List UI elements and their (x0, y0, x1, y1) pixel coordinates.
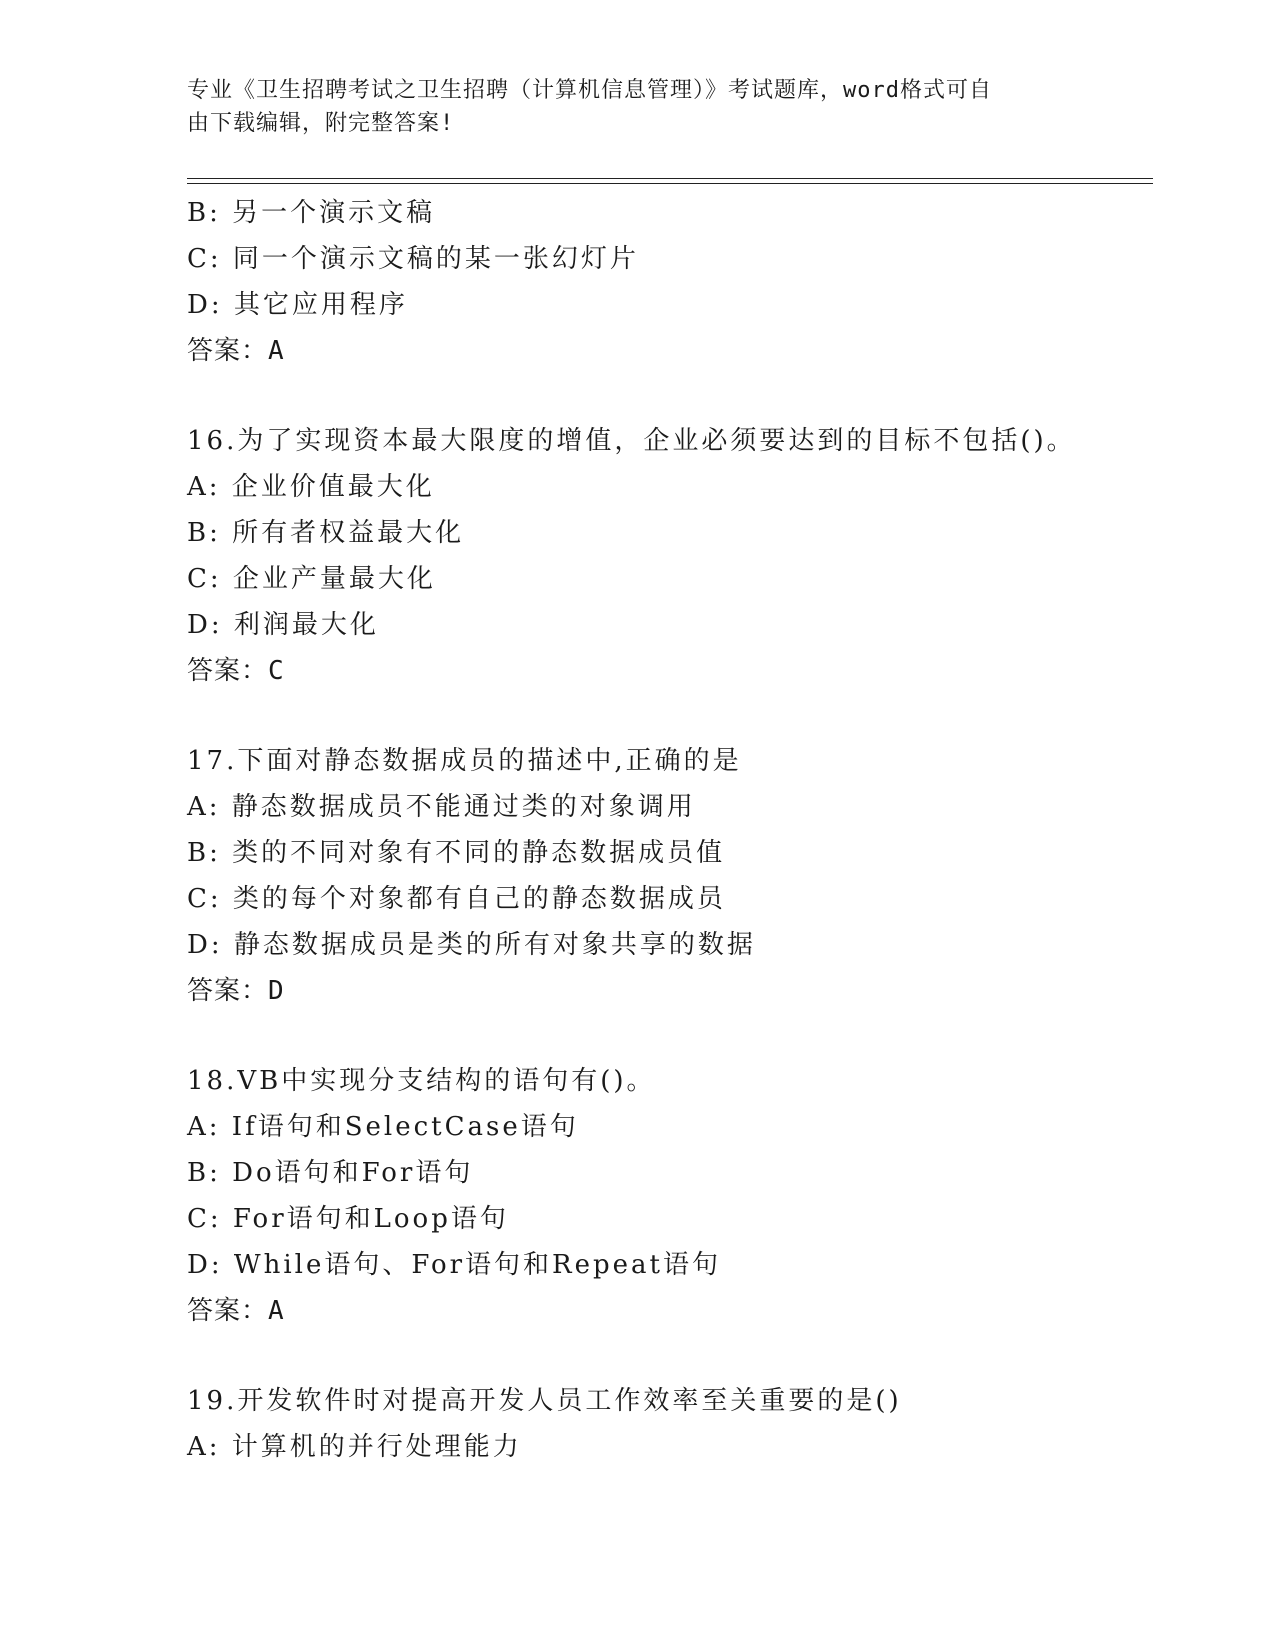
option-a: A: 计算机的并行处理能力 (187, 1432, 522, 1462)
answer-label: 答案： (187, 976, 269, 1006)
option-d: D: 利润最大化 (187, 610, 379, 640)
question-stem: 18.VB中实现分支结构的语句有()。 (187, 1066, 656, 1096)
header-line-2: 由下载编辑，附完整答案! (187, 111, 455, 136)
question-19 (187, 1378, 1167, 1470)
option-c: C: 同一个演示文稿的某一张幻灯片 (187, 244, 639, 274)
answer-value: D (268, 976, 285, 1006)
option-c: C: 企业产量最大化 (187, 564, 436, 594)
option-a: A: 静态数据成员不能通过类的对象调用 (187, 792, 696, 822)
option-a: A: 企业价值最大化 (187, 472, 435, 502)
answer-line (187, 648, 1167, 694)
option-b: B: 所有者权益最大化 (187, 518, 465, 548)
option-c: C: For语句和Loop语句 (187, 1204, 509, 1234)
option-c: C: 类的每个对象都有自己的静态数据成员 (187, 884, 726, 914)
answer-value: A (268, 336, 285, 366)
answer-value: C (268, 656, 285, 686)
question-stem: 17.下面对静态数据成员的描述中,正确的是 (187, 746, 742, 776)
document-header (187, 74, 1087, 140)
answer-line (187, 968, 1167, 1014)
answer-value: A (268, 1296, 285, 1326)
question-list (187, 190, 1167, 1470)
header-line-1: 专业《卫生招聘考试之卫生招聘（计算机信息管理）》考试题库，word格式可自 (187, 78, 992, 103)
option-d: D: 静态数据成员是类的所有对象共享的数据 (187, 930, 756, 960)
question-16 (187, 418, 1167, 694)
header-rule-top (187, 178, 1153, 179)
question-stem: 19.开发软件时对提高开发人员工作效率至关重要的是() (187, 1386, 902, 1416)
answer-label: 答案： (187, 1296, 269, 1326)
question-15-fragment (187, 190, 1167, 374)
option-b: B: 另一个演示文稿 (187, 198, 436, 228)
answer-label: 答案： (187, 656, 269, 686)
answer-line (187, 328, 1167, 374)
option-a: A: If语句和SelectCase语句 (187, 1112, 579, 1142)
answer-label: 答案： (187, 336, 269, 366)
question-18 (187, 1058, 1167, 1334)
question-17 (187, 738, 1167, 1014)
option-b: B: 类的不同对象有不同的静态数据成员值 (187, 838, 726, 868)
option-d: D: 其它应用程序 (187, 290, 408, 320)
option-b: B: Do语句和For语句 (187, 1158, 474, 1188)
option-d: D: While语句、For语句和Repeat语句 (187, 1250, 721, 1280)
question-stem: 16.为了实现资本最大限度的增值，企业必须要达到的目标不包括()。 (187, 426, 1076, 456)
answer-line (187, 1288, 1167, 1334)
header-rule-bottom (187, 183, 1153, 184)
